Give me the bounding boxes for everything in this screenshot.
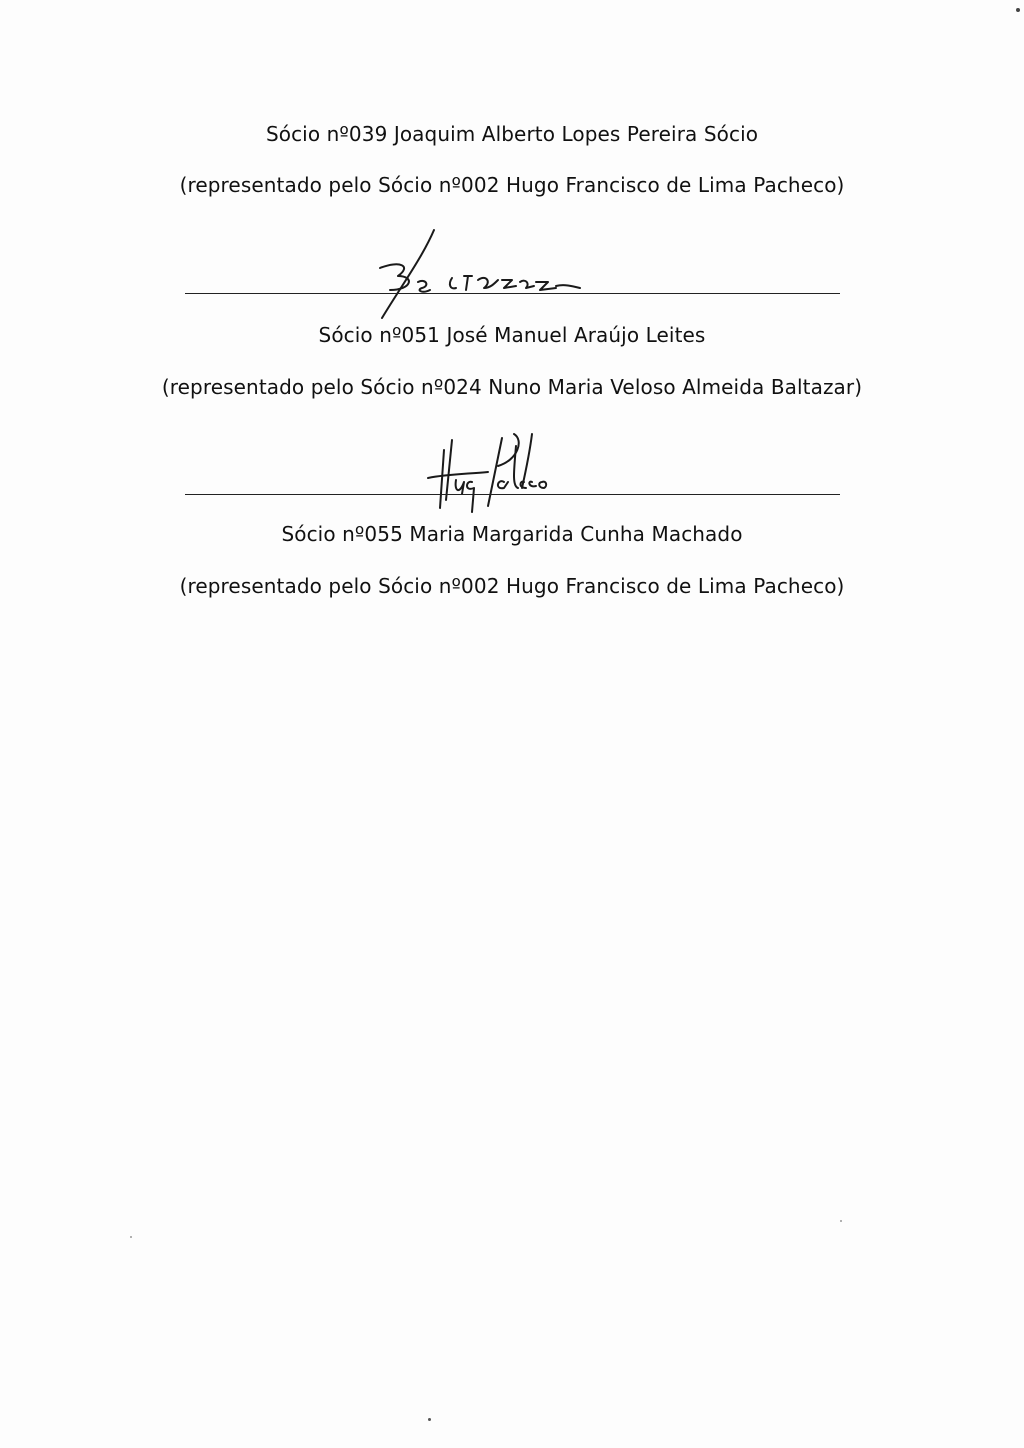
representation-line-055: (representado pelo Sócio nº002 Hugo Francisco de Lima Pacheco) — [179, 574, 845, 598]
member-line-055: Sócio nº055 Maria Margarida Cunha Machado — [281, 522, 743, 546]
signature-line-1 — [185, 293, 840, 294]
scan-speck — [428, 1418, 431, 1421]
scan-speck — [1016, 8, 1020, 12]
representation-line-039: (representado pelo Sócio nº002 Hugo Francisco de Lima Pacheco) — [179, 173, 845, 197]
scan-speck — [130, 1236, 132, 1238]
scan-speck — [840, 1220, 842, 1222]
signature-line-2 — [185, 494, 840, 495]
member-line-051: Sócio nº051 José Manuel Araújo Leites — [318, 323, 706, 347]
signature-baltazar — [360, 228, 600, 320]
representation-line-051: (representado pelo Sócio nº024 Nuno Maria Veloso Almeida Baltazar) — [161, 375, 863, 399]
member-line-039: Sócio nº039 Joaquim Alberto Lopes Pereira Sócio — [265, 122, 759, 146]
signature-hugo-pacheco — [418, 430, 578, 520]
